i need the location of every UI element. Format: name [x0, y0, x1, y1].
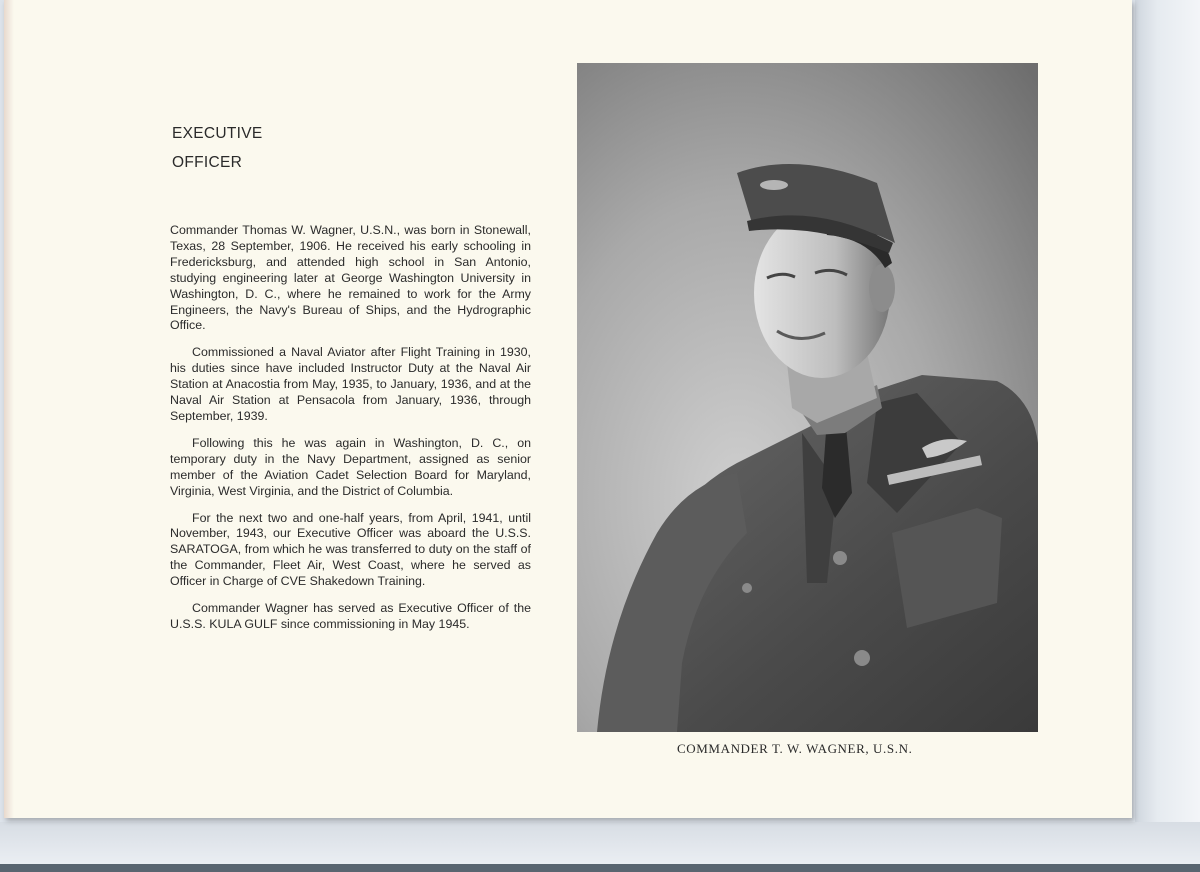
book-page — [4, 0, 1132, 818]
section-heading — [172, 119, 263, 177]
scanner-edge — [0, 864, 1200, 872]
heading-line-2: OFFICER — [172, 154, 243, 171]
heading-line-1: EXECUTIVE — [172, 125, 263, 142]
paragraph: Commissioned a Naval Aviator after Flight Training in 1930, his duties since have included Instructor Duty at the Naval Air Station at Anacostia from May, 1935, to January, 1936, and at the Naval Air Station at Pensacola from January, 1936, through September, 1939. — [170, 345, 531, 423]
paragraph: Commander Thomas W. Wagner, U.S.N., was born in Stonewall, Texas, 28 September, 1906. He received his early schooling in Fredericksburg, and attended high school in San Antonio, studying engineering later at George Washington University in Washington, D. C., where he remained to work for the Army Engineers, the Navy's Bureau of Ships, and the Hydrographic Office. — [170, 223, 531, 333]
page-binding-edge — [4, 0, 14, 818]
photo-caption: COMMANDER T. W. WAGNER, U.S.N. — [677, 741, 913, 756]
paragraph: Following this he was again in Washington, D. C., on temporary duty in the Navy Department, assigned as senior member of the Aviation Cadet Selection Board for Maryland, Virginia, West Virginia, and the District of Columbia. — [170, 435, 531, 498]
biography-text — [170, 223, 531, 644]
scanner-background-right — [1135, 0, 1200, 872]
paragraph: For the next two and one-half years, from April, 1941, until November, 1943, our Executive Officer was aboard the U.S.S. SARATOGA, from which he was transferred to duty on the staff of the Commander, Fleet Air, West Coast, where he served as Officer in Charge of CVE Shakedown Training. — [170, 510, 531, 589]
paragraph: Commander Wagner has served as Executive Officer of the U.S.S. KULA GULF since commissioning in May 1945. — [170, 601, 531, 631]
portrait-photo — [577, 63, 1038, 732]
